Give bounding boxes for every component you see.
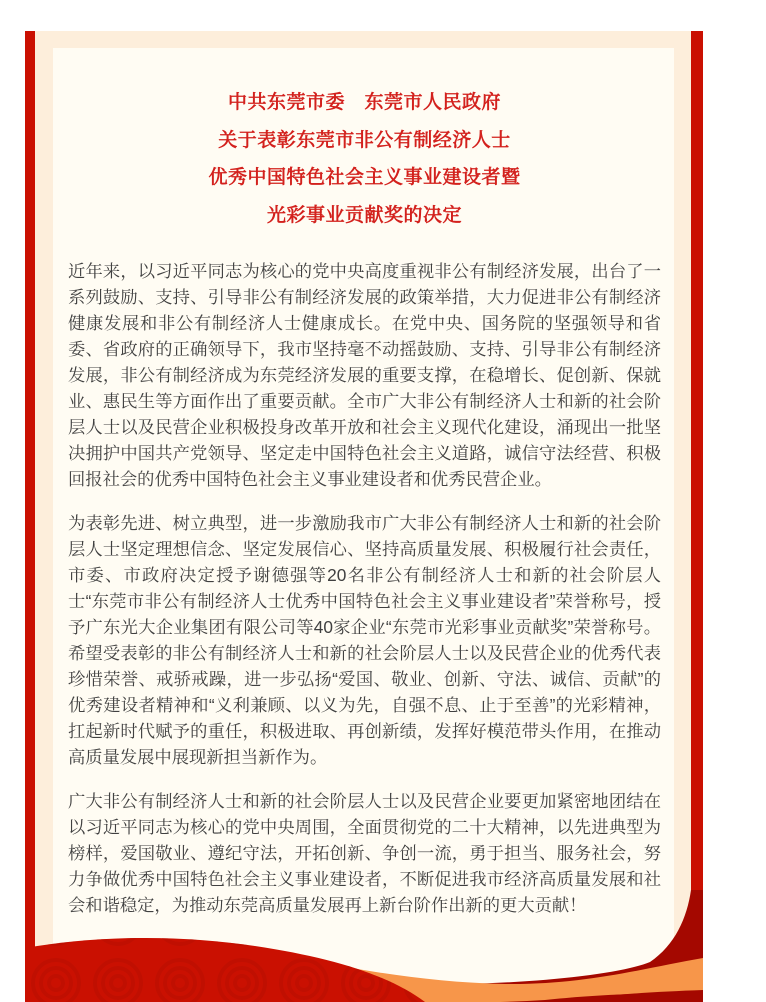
- title-line-1: 中共东莞市委 东莞市人民政府: [227, 92, 501, 113]
- outer-cream-panel: [35, 31, 691, 1002]
- document-title: [68, 48, 661, 234]
- bottom-wave-decoration: [25, 890, 703, 1002]
- title-line-3: 优秀中国特色社会主义事业建设者暨: [208, 167, 521, 188]
- title-line-4: 光彩事业贡献奖的决定: [266, 204, 462, 226]
- right-red-bar: [691, 31, 703, 1002]
- title-line-2: 关于表彰东莞市非公有制经济人士: [218, 129, 511, 151]
- wave-swirl-pattern: [25, 938, 425, 1002]
- document-card: [53, 48, 674, 1002]
- paragraph-3: 广大非公有制经济人士和新的社会阶层人士以及民营企业要更加紧密地团结在以习近平同志为核心的党中央周围，全面贯彻党的二十大精神，以先进典型为榜样，爱国敬业、遵纪守法，开拓创新、争创一流，勇于担当、服务社会，努力争做优秀中国特色社会主义事业建设者，不断促进我市经济高质量发展和社会和谐稳定，为推动东莞高质量发展再上新台阶作出新的更大贡献！: [68, 791, 661, 915]
- paragraph-2: 为表彰先进、树立典型，进一步激励我市广大非公有制经济人士和新的社会阶层人士坚定理想信念、坚定发展信心、坚持高质量发展、积极履行社会责任，市委、市政府决定授予谢德强等20名非公有制经济人士和新的社会阶层人士“东莞市非公有制经济人士优秀中国特色社会主义事业建设者”荣誉称号，授予广东光大企业集团有限公司等40家企业“东莞市光彩事业贡献奖”荣誉称号。希望受表彰的非公有制经济人士和新的社会阶层人士以及民营企业的优秀代表珍惜荣誉、戒骄戒躁，进一步弘扬“爱国、敬业、创新、守法、诚信、贡献”的优秀建设者精神和“义利兼顾、以义为先，自强不息、止于至善”的光彩精神，扛起新时代赋予的重任，积极进取、再创新绩，发挥好模范带头作用，在推动高质量发展中展现新担当新作为。: [68, 513, 661, 767]
- paragraph-1: 近年来，以习近平同志为核心的党中央高度重视非公有制经济发展，出台了一系列鼓励、支持、引导非公有制经济发展的政策举措，大力促进非公有制经济健康发展和非公有制经济人士健康成长。在党中央、国务院的坚强领导和省委、省政府的正确领导下，我市坚持毫不动摇鼓励、支持、引导非公有制经济发展，非公有制经济成为东莞经济发展的重要支撑，在稳增长、促创新、保就业、惠民生等方面作出了重要贡献。全市广大非公有制经济人士和新的社会阶层人士以及民营企业积极投身改革开放和社会主义现代化建设，涌现出一批坚决拥护中国共产党领导、坚定走中国特色社会主义道路，诚信守法经营、积极回报社会的优秀中国特色社会主义事业建设者和优秀民营企业。: [68, 261, 661, 489]
- left-red-bar: [25, 31, 35, 1002]
